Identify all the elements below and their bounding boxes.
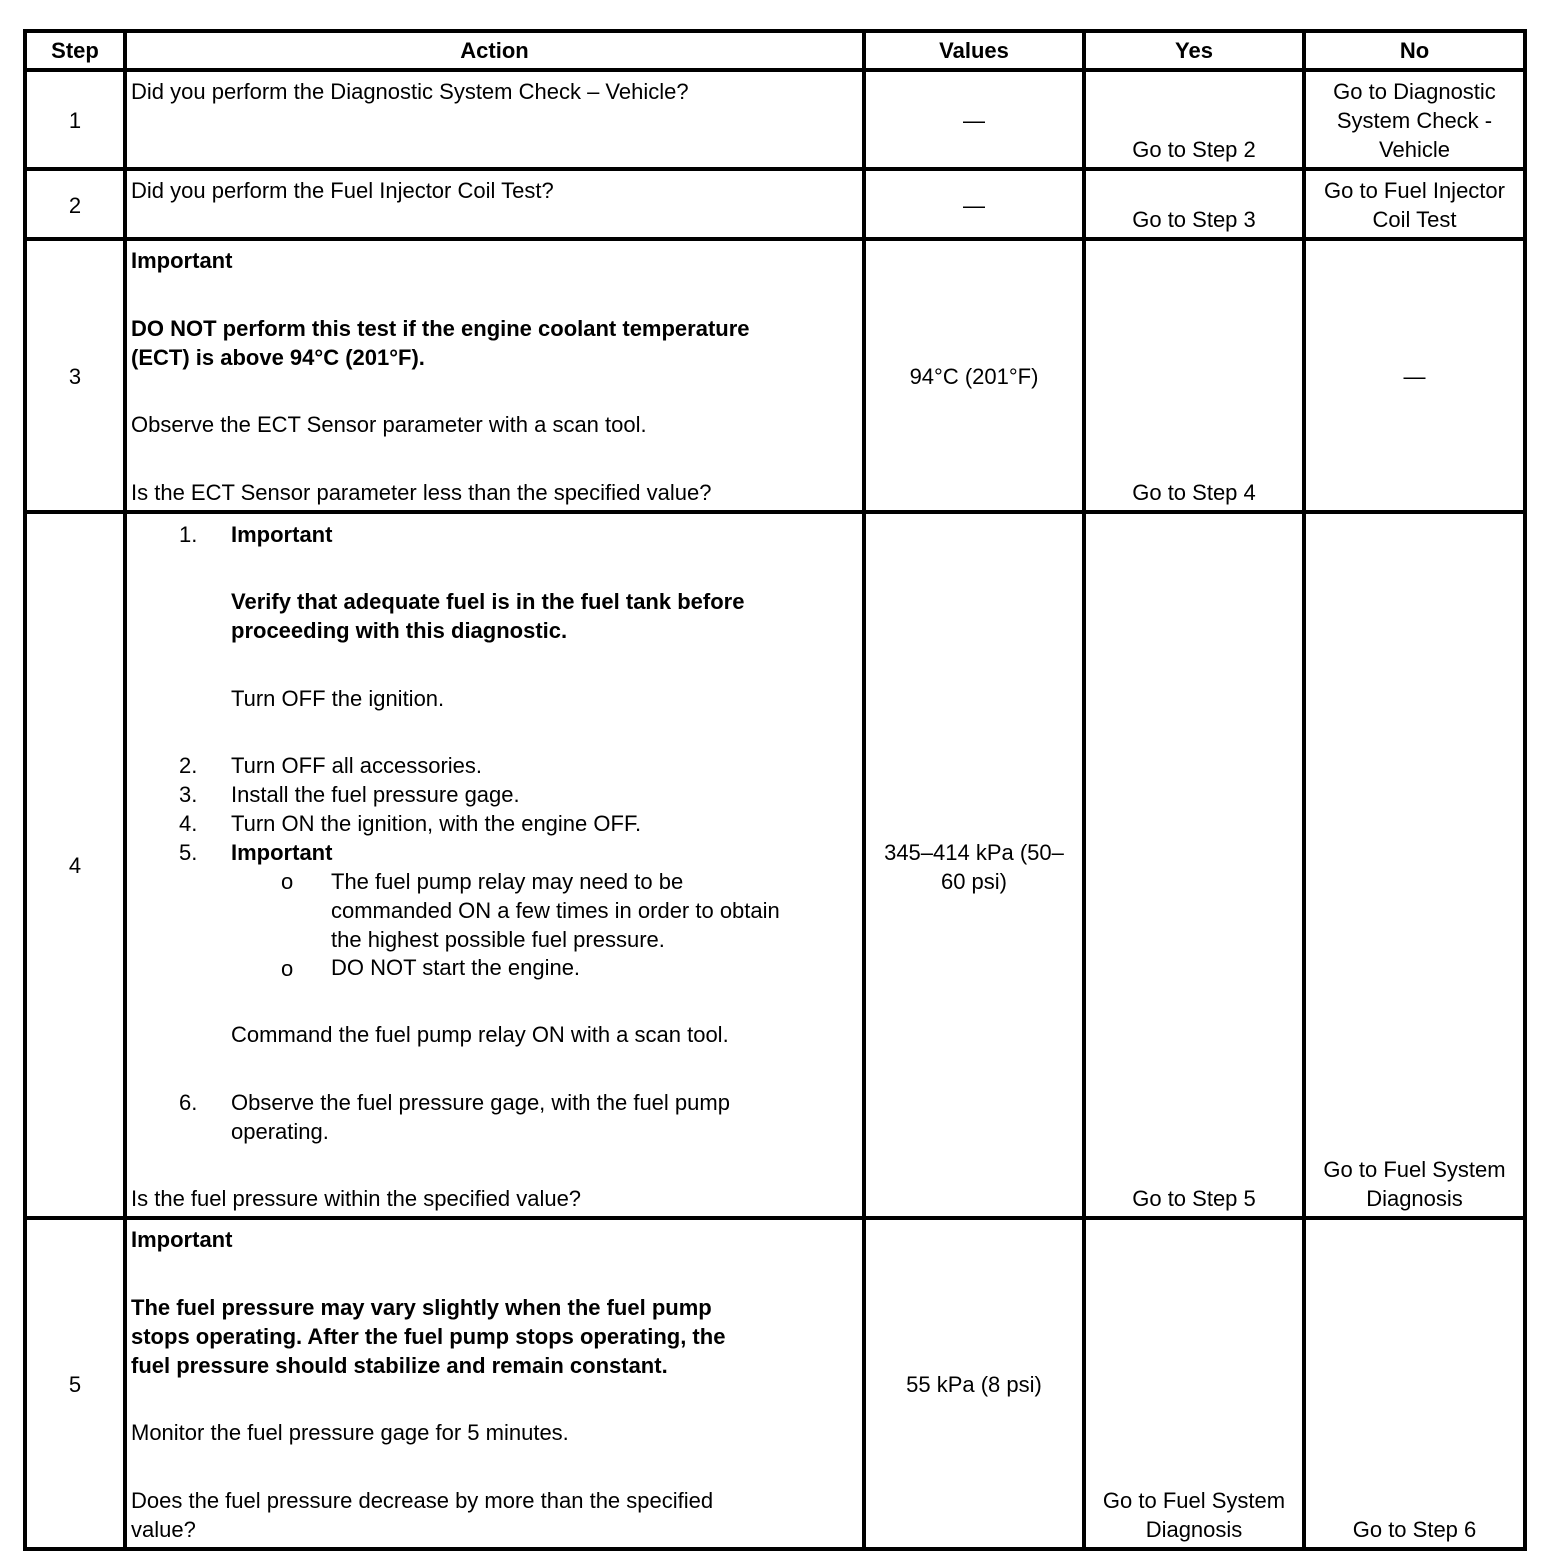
question-text: Is the fuel pressure within the specified value? xyxy=(131,1186,582,1211)
warning-text xyxy=(231,587,744,645)
grid-line xyxy=(1302,29,1306,1551)
header-step: Step xyxy=(51,38,99,63)
list-number: 6. xyxy=(179,1090,198,1115)
grid-line xyxy=(1523,29,1527,1551)
no-line: Vehicle xyxy=(1379,137,1450,162)
value-text: 55 kPa (8 psi) xyxy=(906,1372,1042,1397)
list-item-text: Command the fuel pump relay ON with a scan tool. xyxy=(231,1022,729,1047)
header-values: Values xyxy=(939,38,1009,63)
warning-line: Verify that adequate fuel is in the fuel tank before xyxy=(231,589,745,614)
warning-text xyxy=(131,1293,725,1380)
bullet-line: DO NOT start the engine. xyxy=(331,955,581,980)
no-line: Diagnosis xyxy=(1366,1186,1463,1211)
grid-line xyxy=(123,29,127,1551)
question-text xyxy=(131,1486,713,1544)
list-item-text: Turn OFF all accessories. xyxy=(231,753,483,778)
action-text: Did you perform the Fuel Injector Coil Test? xyxy=(131,178,554,203)
bullet-marker: o xyxy=(281,869,294,894)
important-label: Important xyxy=(131,248,233,273)
bullet-line: The fuel pump relay may need to be xyxy=(331,869,684,894)
grid-line xyxy=(23,1216,1527,1220)
value-line: 60 psi) xyxy=(940,869,1008,894)
grid-line xyxy=(23,510,1527,514)
no-value: — xyxy=(1403,364,1426,389)
action-text: Observe the ECT Sensor parameter with a scan tool. xyxy=(131,412,647,437)
warning-line: DO NOT perform this test if the engine coolant temperature xyxy=(131,316,750,341)
grid-line xyxy=(23,29,27,1551)
grid-line xyxy=(23,237,1527,241)
no-line: Coil Test xyxy=(1372,207,1457,232)
grid-line xyxy=(23,68,1527,72)
no-link[interactable] xyxy=(1306,1155,1523,1213)
no-line: Go to Fuel System xyxy=(1323,1157,1506,1182)
no-line: Go to Diagnostic xyxy=(1333,79,1496,104)
yes-link[interactable]: Go to Step 3 xyxy=(1132,207,1256,232)
warning-text xyxy=(131,314,750,372)
bullet-text xyxy=(331,867,780,954)
header-action: Action xyxy=(460,38,529,63)
yes-link[interactable]: Go to Step 2 xyxy=(1132,137,1256,162)
bullet-text xyxy=(331,953,580,982)
bullet-marker: o xyxy=(281,956,294,981)
grid-line xyxy=(862,29,866,1551)
question-line: Does the fuel pressure decrease by more than the specified xyxy=(131,1488,714,1513)
action-text: Monitor the fuel pressure gage for 5 minutes. xyxy=(131,1420,569,1445)
bullet-line: the highest possible fuel pressure. xyxy=(331,927,665,952)
yes-link[interactable]: Go to Step 4 xyxy=(1132,480,1256,505)
value-text: — xyxy=(963,193,985,218)
list-number: 3. xyxy=(179,782,198,807)
warning-line: proceeding with this diagnostic. xyxy=(231,618,568,643)
question-text: Is the ECT Sensor parameter less than the specified value? xyxy=(131,480,712,505)
header-yes: Yes xyxy=(1175,38,1213,63)
no-link[interactable] xyxy=(1306,77,1523,164)
header-no: No xyxy=(1399,38,1430,63)
question-line: value? xyxy=(131,1517,196,1542)
grid-line xyxy=(23,29,1527,33)
value-text xyxy=(866,838,1082,896)
step-number: 2 xyxy=(68,193,82,218)
list-item-text: Turn OFF the ignition. xyxy=(231,686,445,711)
step-number: 4 xyxy=(68,853,82,878)
warning-line: (ECT) is above 94°C (201°F). xyxy=(131,345,425,370)
list-number: 2. xyxy=(179,753,198,778)
important-label: Important xyxy=(231,840,333,865)
yes-link[interactable] xyxy=(1086,1486,1302,1544)
action-text: Did you perform the Diagnostic System Check – Vehicle? xyxy=(131,79,689,104)
important-label: Important xyxy=(231,522,333,547)
list-item-line: operating. xyxy=(231,1119,329,1144)
grid-line xyxy=(1082,29,1086,1551)
grid-line xyxy=(23,167,1527,171)
warning-line: stops operating. After the fuel pump stops operating, the xyxy=(131,1324,726,1349)
list-item-text: Install the fuel pressure gage. xyxy=(231,782,520,807)
yes-link[interactable]: Go to Step 5 xyxy=(1132,1186,1256,1211)
list-number: 4. xyxy=(179,811,198,836)
warning-line: The fuel pressure may vary slightly when the fuel pump xyxy=(131,1295,712,1320)
list-number: 5. xyxy=(179,840,198,865)
yes-line: Go to Fuel System xyxy=(1102,1488,1286,1513)
no-link[interactable] xyxy=(1306,176,1523,234)
no-line: System Check - xyxy=(1336,108,1493,133)
step-number: 3 xyxy=(68,364,82,389)
value-text: 94°C (201°F) xyxy=(909,364,1039,389)
no-link[interactable]: Go to Step 6 xyxy=(1352,1517,1477,1542)
list-item-text: Turn ON the ignition, with the engine OFF. xyxy=(231,811,642,836)
no-line: Go to Fuel Injector xyxy=(1324,178,1505,203)
yes-line: Diagnosis xyxy=(1145,1517,1243,1542)
important-label: Important xyxy=(131,1227,233,1252)
list-number: 1. xyxy=(179,522,198,547)
list-item-text xyxy=(231,1088,730,1146)
bullet-line: commanded ON a few times in order to obtain xyxy=(331,898,780,923)
warning-line: fuel pressure should stabilize and remain constant. xyxy=(131,1353,668,1378)
grid-line xyxy=(23,1547,1527,1551)
step-number: 1 xyxy=(68,108,82,133)
value-text: — xyxy=(963,108,985,133)
step-number: 5 xyxy=(68,1372,82,1397)
value-line: 345–414 kPa (50– xyxy=(884,840,1064,865)
list-item-line: Observe the fuel pressure gage, with the fuel pump xyxy=(231,1090,730,1115)
